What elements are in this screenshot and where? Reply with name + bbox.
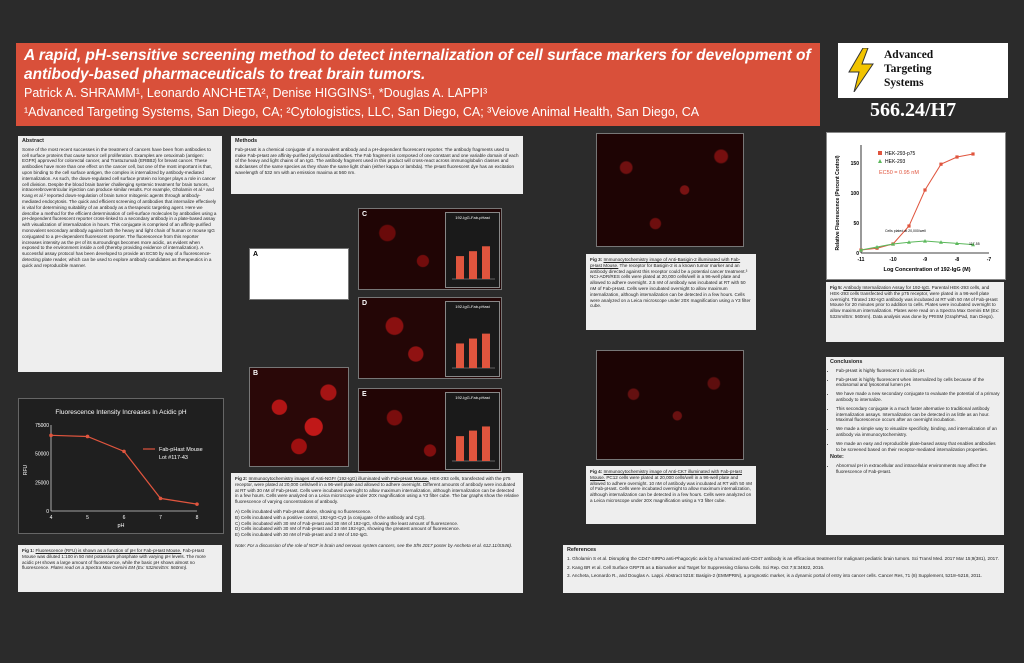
fig5-legend-swatch-1 [878, 151, 882, 155]
fig5-x-tick: -9 [922, 257, 928, 263]
company-logo [838, 43, 1008, 98]
fig1-caption-italic: Plates read on a Spectra Max Gemini EM (Ex: 532nm/Em: 560nm). [50, 565, 188, 571]
fig1-x-tick: 6 [122, 515, 126, 521]
fig2-item-a: A) Cells incubated with Fab-pHast alone, showing no fluorescence. [235, 508, 372, 514]
fig2-inset-d-title: 192-IgG-Fab-pHast [455, 304, 490, 309]
fig5-legend-1: HEK-293-p75 [885, 151, 916, 157]
conclusions-title: Conclusions [830, 359, 863, 365]
fig2-label-d: D [362, 300, 368, 307]
fig2-caption-text: HEK-293 cells, transfected with the p75 receptor, were plated at 20,000 cells/well in a 96-well plate and allowed to adhere overnight. Different amounts of antibody were incubated at RT with 30 nM of Fab-pHast. Cells were incubated overnight to allow maximum internalization, although internalization can be detected in a few hours. Cells were analyzed on a Leica microscope under 20X magnification using a Y3 filter cube. The bar graphs show the relative fluorescence of varying concentrations of antibody. [235, 476, 519, 505]
fig5-x-label: Log Concentration of 192-IgG (M) [883, 267, 971, 273]
methods-text: Fab-pHast is a chemical conjugate of a monovalent antibody and a pH-dependent fluorescent reporter. The antibody fragments used to make Fab-pHast are affinity-purified polyclonal antibodies. The Fab fragment is composed of one constant and one variable domain of each of the heavy and light chains of an IgG. The antibody fragment used in this product will cross-react across immunoglobulin classes and subclasses of the same species as they share the same light chain (either kappa or lambda). The pHast fluorescent dye has an excitation wavelength of 532 nm with an emission maxima at 560 nm. [235, 146, 519, 175]
conclusion-item: • We have made a new secondary conjugate to evaluate the potential of a primary antibody to internalize. [836, 391, 1000, 403]
fig5-caption-title: Antibody Internalization Assay for 192-IgG. [843, 285, 931, 290]
fig3-caption-title: Immunocytochemistry image of Anti-Basigin-2 illuminated with Fab-pHast Mouse. [590, 257, 741, 268]
fig2-label-c: C [362, 211, 368, 218]
conclusion-note-item: • Abnormal pH in extracellular and intracellular environments may affect the fluorescence of Fab-pHast. [836, 463, 1000, 475]
abstract-panel [18, 136, 222, 372]
fig5-data-point [923, 188, 926, 191]
fig1-caption-label: Fig 1: [22, 548, 35, 553]
fig5-legend-swatch-2 [878, 159, 882, 163]
conclusion-item: • Fab-pHast is highly fluorescent in acidic pH. [836, 368, 1000, 374]
inset-bar [469, 251, 477, 279]
fig1-caption-title: Fluorescence (RFU) is shown as a function of pH for Fab-pHast Mouse. [35, 548, 182, 553]
fig2-inset-d [445, 301, 500, 377]
fig1-chart [19, 399, 223, 533]
inset-bar [469, 339, 477, 368]
references-panel [563, 545, 1004, 593]
fig1-series-line [51, 435, 197, 504]
reference-item: 3. Ancheta, Leonardo R., and Douglas A. Lappi. Abstract 5218: Basigin-2 (EMMPRIN), a prognostic marker, is a dynamic portal of entry into cancer cells. Cancer Res, 71 (8) Supplement, 5218–5218, 2011. [567, 573, 983, 579]
fig1-y-label: RFU [23, 464, 29, 476]
fig1-x-tick: 7 [159, 515, 162, 521]
fig2-inset-c-title: 192-IgG-Fab-pHast [455, 215, 490, 220]
inset-bar [482, 246, 490, 279]
fig4-caption-text: PC12 cells were plated at 20,000 cells/well in a 96-well plate and allowed to adhere overnight. 10 nM of antibody was incubated at RT with 50 nM of Fab-pHast. Cells were incubated overnight to allow maximum internalization, although internalization can be detected in a few hours. Cells were analyzed on a Leica microscope under 20X magnification using a Y3 filter cube. [590, 474, 752, 503]
fig4-caption [586, 466, 756, 524]
conclusion-item: • We made an easy and reproducible plate-based assay that enables antibodies to be screened based on their receptor-mediated internalization properties. [836, 441, 1000, 453]
fig5-y-tick: 50 [853, 221, 859, 227]
conclusion-item: • This secondary conjugate is a much faster alternative to traditional antibody internalization assays. Internalization can be detected in as little as an hour. Maximal fluorescence occurs after an overnight incubation. [836, 406, 1000, 423]
fig2-item-b: B) Cells incubated with a positive control, 192-IgG-Cy3 (a conjugate of the antibody and Cy3). [235, 514, 426, 520]
conclusions-note-title: Note: [830, 454, 844, 461]
fig5-x-tick: -8 [954, 257, 960, 263]
fig5-chart [827, 133, 1005, 279]
fig2-item-d: D) Cells incubated with 30 nM of Fab-pHast and 10 nM 192-IgG, showing the greatest amount of fluorescence. [235, 526, 460, 532]
poster-title: A rapid, pH-sensitive screening method to detect internalization of cell surface markers for development of antibody-based pharmaceuticals to treat brain tumors. [24, 47, 811, 83]
fig1-y-tick: 25000 [35, 480, 49, 487]
fig5-y-label: Relative Fluorescence (Percent Control) [835, 155, 841, 251]
logo-line-2: Targeting [884, 63, 932, 75]
fig5-y-tick: 100 [850, 191, 859, 197]
fig2-image-c [358, 208, 502, 290]
fig1-legend-line-2: Lot #117-43 [159, 455, 188, 461]
fig4-caption-label: Fig 4: [590, 469, 603, 474]
fig3-caption-text: The receptor for Basigin-2 is a known tumor marker and an antibody directed against this receptor could be a potential cancer treatment.³ NCI-ADR/RES cells were plated at 20,000 cells/well in a 96-well plate and allowed to adhere overnight. 2.5 nM of antibody was incubated at RT with 50 nM of Fab-pHast. Cells were incubated overnight to allow maximum internalization, although internalization can be detected in a few hours. Cells were analyzed on a Leica microscope under 20X magnification using a Y3 filter cube. [590, 262, 751, 309]
fig2-caption-title: Immunocytochemistry images of Anti-NGFr (192-IgG) illuminated with Fab-pHast Mouse. [248, 476, 429, 481]
fig5-y-tick: 0 [856, 251, 859, 257]
fig2-caption [231, 473, 523, 593]
logo-line-3: Systems [884, 77, 924, 89]
fig1-y-tick: 75000 [35, 423, 49, 429]
affiliation-list: ¹Advanced Targeting Systems, San Diego, CA; ²Cytologistics, LLC, San Diego, CA; ³Veiove Animal Health, San Diego, CA [24, 105, 700, 119]
fig5-x-tick: -7 [986, 257, 992, 263]
abstract-text: Some of the most recent successes in the treatment of cancers have been from antibodies to cell surface proteins that cause tumor cell proliferation. Examples are cetuximab (antigen: EGFR) approved for colorectal cancer, and Trastuzumab (ERBB2) for breast cancer. These antibodies have more than one effect on the cancer cell, but one of the most important is that, upon binding to the cell surface antigen, the complex is internalized by antibody-mediated internalization. As such, the down-regulated cell surface protein no longer plays a role in cancer cell division. Despite the blood brain barrier challenging systemic treatment for brain tumors, intracerebroventricular injection can produce similar results. For example, Gholamin et al.¹ and Kang et al.² reported down-regulation of brain tumor mitogenic agents through antibody-mediated endocytosis. The quick and efficient screening of antibodies that internalize effectively is vital for determining suitability of an antibody as a therapeutic targeting agent. Here we describe a method for the efficient determination of cell-surface molecules by antibodies using a pH-dependent fluorescent reporter cross-linked to a secondary antibody in a plate-based assay with visualization of internalization in hours. This conjugate is comprised of an affinity-purified monovalent secondary antibody against both the heavy and light chain of human or mouse IgG conjugated to a pH-dependent fluorescent reporter. The fluorescence from this reporter increases intensity as the pH of its surroundings becomes more acidic, as evident when exposed to the environment inside a cell (thereby providing evidence of internalization). A successful assay protocol has been developed to provide an EC50 by way of a fluorescence-detecting plate reader, which can be used to explore antibody candidates as therapeutics in a quick and reproducible manner. [22, 146, 217, 268]
fig5-data-point [907, 224, 910, 227]
conclusion-item: • We made a simple way to visualize specificity, binding, and internalization of an antibody via immunocytochemistry. [836, 426, 1000, 438]
fig1-x-tick: 4 [49, 515, 53, 521]
fig2-label-b: B [253, 370, 259, 377]
references-title: References [567, 547, 597, 553]
fig1-y-tick: 0 [46, 509, 49, 515]
fig2-image-a [249, 248, 349, 300]
fig5-data-point [971, 152, 974, 155]
fig5-caption-text: Parental HEK-293 cells, and HEK-293 cells transfected with the p75 receptor, were plated in a 96-well plate overnight. Titrated 192-IgG antibody was incubated at RT with 50 nM of Fab-pHast Mouse for 20 minutes prior to addition to cells. Plates were incubated overnight to allow maximum internalization. Plates were read on a Spectra Max Gemini EM (Ex: 532nm/Em: 560nm). Data analysis was done by PRISM (GraphPad, San Diego). [830, 285, 1000, 319]
fig5-y-tick: 150 [850, 161, 859, 167]
fig2-inset-e [445, 392, 500, 470]
conclusions-panel [826, 357, 1004, 535]
fig1-x-label: pH [117, 523, 125, 529]
fig2-caption-label: Fig 2: [235, 476, 248, 481]
fig5-x-tick: -11 [857, 257, 865, 263]
fig2-item-e: E) Cells incubated with 30 nM of Fab-pHast and 3 nM of 192-IgG. [235, 532, 369, 538]
fig5-ec50: EC50 = 0.95 nM [879, 170, 919, 176]
poster-number: 566.24/H7 [870, 99, 957, 121]
fig1-y-tick: 50000 [35, 451, 49, 458]
fig5-caption-label: Fig 5: [830, 285, 843, 290]
fig1-x-tick: 5 [86, 515, 89, 521]
fig5-caption [826, 282, 1004, 342]
fig5-legend-2: HEK-293 [885, 159, 906, 165]
fig1-x-tick: 8 [195, 515, 199, 521]
fig2-inset-c [445, 212, 500, 288]
fig2-image-d [358, 297, 502, 379]
inset-bar [469, 431, 477, 461]
fig1-data-point [122, 450, 126, 454]
fig2-label-a: A [253, 251, 259, 258]
conclusion-item: • Fab-pHast is highly fluorescent when internalized by cells because of the endosomal and lysosomal lumen pH. [836, 377, 1000, 389]
lightning-bolt-icon [846, 48, 876, 92]
fig1-caption-text: Fab-pHast Mouse was diluted 1:100 in 50 mM potassium phosphate with varying pH levels. The more acidic pH shows a large amount of fluorescence, while the basic pH shows almost no fluorescence. [22, 548, 206, 571]
fig2-label-e: E [362, 391, 367, 398]
fig4-caption-title: Immunocytochemistry image of Anti-CK7 illuminated with Fab-pHast Mouse. [590, 469, 742, 480]
fig2-inset-e-title: 192-IgG-Fab-pHast [455, 395, 490, 400]
fig5-series-line [861, 154, 973, 250]
methods-title: Methods [235, 138, 258, 144]
fig5-plated-note: Cells plated at 20,000/well [885, 229, 926, 233]
fig1-data-point [86, 435, 90, 439]
fig1-caption [18, 545, 222, 592]
fig5-chart-panel [826, 132, 1006, 280]
reference-item: 1. Gholamin S et al. Disrupting the CD47-SIRPα anti-Phagocytic axis by a humanized anti-CD47 antibody is an efficacious treatment for malignant pediatric brain tumors. Sci Transl Med. 2017 Mar 15;9(381), 2017. [567, 555, 1000, 561]
fig5-data-point [955, 155, 958, 158]
inset-bar [482, 426, 490, 461]
fig2-item-c: C) Cells incubated with 30 nM of Fab-pHast and 30 nM of 192-IgG, showing the least amount of fluorescence. [235, 520, 459, 526]
fig1-data-point [49, 434, 53, 438]
fig3-caption-label: Fig 3: [590, 257, 603, 262]
fig2-image-b [249, 367, 349, 467]
inset-bar [456, 256, 464, 279]
logo-line-1: Advanced [884, 49, 934, 61]
reference-item: 2. Kang BR et al. Cell Surface GRP78 as a Biomarker and Target for Suppressing Glioma Cells. Sci Rep. Oct 7;6:34922, 2016. [567, 564, 825, 570]
inset-bar [456, 343, 464, 368]
fig5-data-point [939, 163, 942, 166]
fig2-image-e [358, 388, 502, 472]
fig5-x-tick: -10 [889, 257, 897, 263]
fig1-legend-line-1: Fab-pHast Mouse [159, 447, 203, 453]
fig1-chart-panel [18, 398, 224, 534]
fig3-caption [586, 254, 756, 330]
fig3-image [596, 133, 744, 247]
fig1-data-point [159, 497, 163, 501]
inset-bar [482, 334, 490, 368]
fig1-chart-title: Fluorescence Intensity Increases In Acidic pH [55, 409, 187, 416]
author-list: Patrick A. SHRAMM¹, Leonardo ANCHETA², Denise HIGGINS¹, *Douglas A. LAPPI³ [24, 86, 488, 100]
fig5-lot-note: 117-55 [969, 242, 980, 246]
fig2-note: Note: For a discussion of the role of NGF in brain and nervous system cancers, see the SfN 2017 poster by Ancheta et al. 612.11/SS46). [235, 542, 513, 548]
fig1-data-point [195, 502, 199, 506]
methods-panel [231, 136, 523, 194]
inset-bar [456, 436, 464, 461]
fig4-image [596, 350, 744, 460]
abstract-title: Abstract [22, 138, 44, 144]
